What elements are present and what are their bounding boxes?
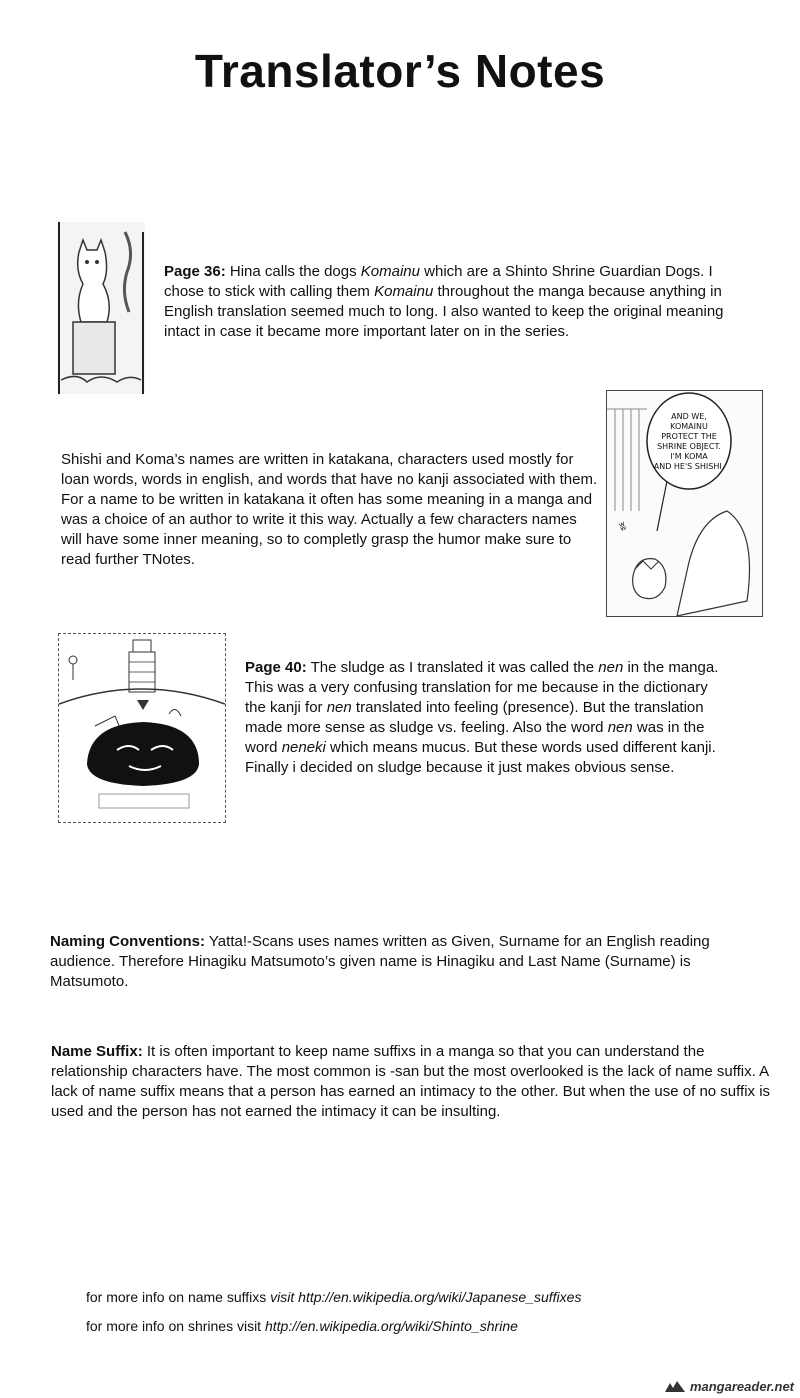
note-page-40-text-c: translated into feeling (presence). But the translation made more sense as sludge vs. feeling. Also the word [245, 699, 704, 736]
note-page-36-text-c: throughout the manga because anything in English translation seemed much to long. I also wanted to keep the original meaning intact in case it became more important later on in the series. [164, 283, 724, 340]
note-page-40-text-d: was in the word [245, 719, 705, 756]
note-page-36-label: Page 36: [164, 263, 226, 280]
bubble-line-3: PROTECT THE [661, 432, 717, 441]
bubble-line-1: AND WE, [671, 412, 707, 421]
note-page-40-em-b: nen [326, 699, 352, 716]
svg-text:ʬ: ʬ [617, 518, 628, 534]
watermark-text: mangareader.net [689, 1379, 794, 1394]
note-page-36-text-b: which are a Shinto Shrine Guardian Dogs. I chose to stick with calling them [164, 263, 713, 300]
bubble-line-5: I'M KOMA [670, 452, 708, 461]
suffixes-info-text: for more info on name suffixs [86, 1289, 271, 1305]
note-page-40-label: Page 40: [245, 659, 307, 676]
sludge-drawing [59, 634, 225, 822]
note-page-40-text-e: which means mucus. But these words used different kanji. Finally i decided on sludge because it just makes obvious sense. [245, 739, 716, 776]
note-page-40 [245, 658, 725, 778]
note-page-40-em-a: nen [598, 659, 624, 676]
suffixes-link[interactable]: visit http://en.wikipedia.org/wiki/Japanese_suffixes [270, 1289, 582, 1305]
note-page-36-em-a: Komainu [360, 263, 420, 280]
page-title: Translator’s Notes [194, 45, 606, 97]
sludge-illustration [58, 633, 226, 823]
suffix-text: It is often important to keep name suffixs in a manga so that you can understand the relationship characters have. The most common is -san but the most overlooked is the lack of name suffix. A lack of name suffix means that a person has earned an intimacy to the other. But when the use of no suffix is used and the person has not earned the intimacy it can be insulting. [51, 1043, 771, 1120]
watermark-logo-icon [664, 1380, 686, 1394]
shrines-link[interactable]: http://en.wikipedia.org/wiki/Shinto_shrine [264, 1318, 518, 1334]
speech-bubble [607, 391, 762, 616]
more-info-shrines [86, 1316, 518, 1336]
note-page-40-text-b: in the manga. This was a very confusing translation for me because in the dictionary the kanji for [245, 659, 719, 716]
note-page-40-em-c: nen [607, 719, 633, 736]
note-page-36-text-a: Hina calls the dogs [225, 263, 361, 280]
note-page-40-text-a: The sludge as I translated it was called the [306, 659, 599, 676]
statue-drawing [57, 222, 145, 394]
manga-panel-komainu [606, 390, 763, 617]
more-info-suffixes [86, 1287, 581, 1307]
bubble-line-4: SHRINE OBJECT. [657, 442, 721, 451]
note-katakana: Shishi and Koma’s names are written in katakana, characters used mostly for loan words, words in english, and words that have no kanji associated with them. For a name to be written in katakana it often has some meaning in a manga and was a choice of an author to write it this way. Actually a few characters names will have some inner meaning, so to completly grasp the humor make sure to read further TNotes. [61, 451, 598, 568]
suffix-label: Name Suffix: [51, 1043, 143, 1060]
shrines-info-text: for more info on shrines visit [86, 1318, 265, 1334]
note-naming-conventions [50, 932, 750, 992]
watermark [664, 1379, 794, 1394]
note-page-36 [164, 262, 744, 342]
note-page-40-em-d: neneki [281, 739, 326, 756]
naming-text: Yatta!-Scans uses names written as Given, Surname for an English reading audience. Therefore Hinagiku Matsumoto’s given name is Hinagiku and Last Name (Surname) is Matsumoto. [50, 933, 710, 990]
note-page-36-em-b: Komainu [374, 283, 434, 300]
note-name-suffix [51, 1042, 771, 1122]
komainu-statue-illustration [57, 222, 145, 394]
bubble-line-6: AND HE'S SHISHI. [653, 462, 725, 471]
bubble-line-2: KOMAINU [670, 422, 708, 431]
naming-label: Naming Conventions: [50, 933, 206, 950]
